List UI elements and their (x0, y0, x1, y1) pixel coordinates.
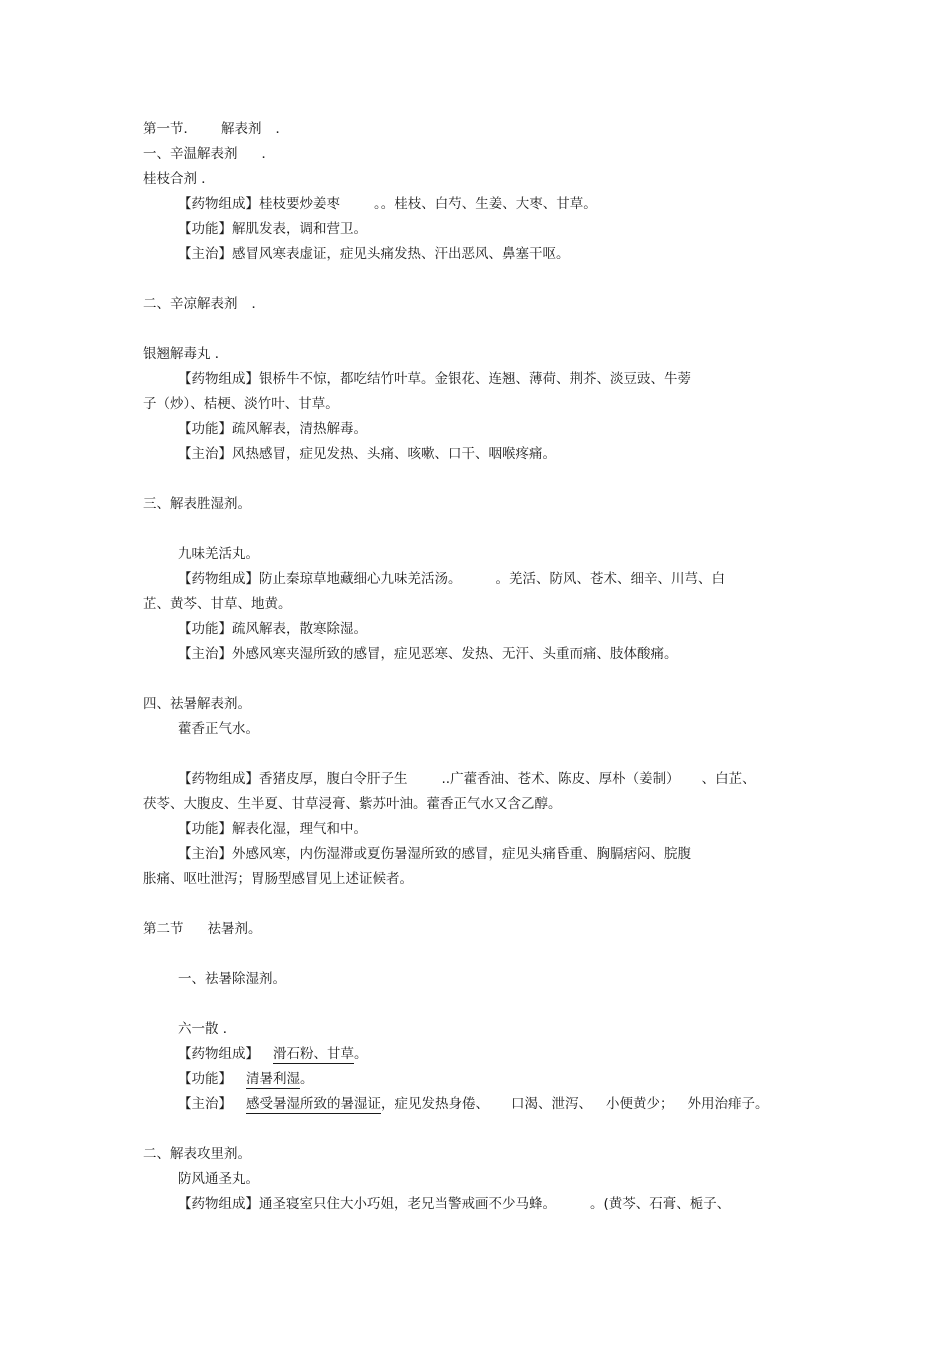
subsection-heading: 一、祛暑除湿剂。 (178, 971, 286, 987)
formula-indication-cont: 胀痛、呕吐泄泻；胃肠型感冒见上述证候者。 (143, 871, 413, 887)
formula-composition: 【药物组成】 滑石粉、甘草。 (178, 1046, 368, 1062)
formula-composition: 【药物组成】香猪皮厚，腹白令肝子生 ..广藿香油、苍术、陈皮、厚朴（姜制） 、白芷、 (178, 771, 756, 787)
subsection-heading: 一、辛温解表剂 ． (143, 146, 275, 162)
subsection-heading: 二、解表攻里剂。 (143, 1146, 251, 1162)
formula-name: 防风通圣丸。 (178, 1171, 259, 1187)
formula-indication: 【主治】风热感冒，症见发热、头痛、咳嗽、口干、咽喉疼痛。 (178, 446, 556, 462)
formula-composition: 【药物组成】防止秦琼草地藏细心九味羌活汤。 。羌活、防风、苍术、细辛、川芎、白 (178, 571, 725, 587)
formula-name: 桂枝合剂 ． (143, 171, 215, 187)
formula-function: 【功能】疏风解表，清热解毒。 (178, 421, 367, 437)
formula-composition-cont: 子（炒）、桔梗、淡竹叶、甘草。 (143, 396, 339, 412)
section-2-heading: 第二节 祛暑剂。 (143, 921, 262, 937)
fill-in-answer: 感受暑湿所致的暑湿证 (246, 1096, 381, 1112)
fill-in-answer: 滑石粉、甘草 (273, 1046, 354, 1062)
subsection-heading: 三、解表胜湿剂。 (143, 496, 251, 512)
formula-name: 六一散 ． (178, 1021, 237, 1037)
formula-composition-cont: 茯苓、大腹皮、生半夏、甘草浸膏、紫苏叶油。藿香正气水又含乙醇。 (143, 796, 562, 812)
formula-function: 【功能】解肌发表，调和营卫。 (178, 221, 367, 237)
formula-indication: 【主治】外感风寒，内伤湿滞或夏伤暑湿所致的感冒，症见头痛昏重、胸膈痞闷、脘腹 (178, 846, 691, 862)
formula-composition: 【药物组成】桂枝要炒姜枣 。。桂枝、白芍、生姜、大枣、甘草。 (178, 196, 597, 212)
formula-name: 银翘解毒丸 ． (143, 346, 229, 362)
formula-name: 九味羌活丸。 (178, 546, 259, 562)
formula-name: 藿香正气水。 (178, 721, 259, 737)
formula-composition: 【药物组成】通圣寝室只住大小巧姐，老兄当警戒画不少马蜂。 。(黄芩、石膏、栀子、 (178, 1196, 731, 1212)
formula-composition-cont: 芷、黄芩、甘草、地黄。 (143, 596, 292, 612)
section-1-heading: 第一节． 解表剂 ． (143, 121, 289, 137)
formula-function: 【功能】解表化湿，理气和中。 (178, 821, 367, 837)
formula-function: 【功能】 清暑利湿。 (178, 1071, 314, 1087)
formula-indication: 【主治】外感风寒夹湿所致的感冒，症见恶寒、发热、无汗、头重而痛、肢体酸痛。 (178, 646, 678, 662)
subsection-heading: 二、辛凉解表剂 ． (143, 296, 265, 312)
formula-indication: 【主治】 感受暑湿所致的暑湿证，症见发热身倦、 口渴、泄泻、 小便黄少； 外用治痱子。 (178, 1096, 769, 1112)
subsection-heading: 四、祛暑解表剂。 (143, 696, 251, 712)
formula-function: 【功能】疏风解表，散寒除湿。 (178, 621, 367, 637)
formula-composition: 【药物组成】银桥牛不惊，都吃结竹叶草。金银花、连翘、薄荷、荆芥、淡豆豉、牛蒡 (178, 371, 691, 387)
fill-in-answer: 清暑利湿 (246, 1071, 300, 1087)
formula-indication: 【主治】感冒风寒表虚证，症见头痛发热、汗出恶风、鼻塞干呕。 (178, 246, 570, 262)
